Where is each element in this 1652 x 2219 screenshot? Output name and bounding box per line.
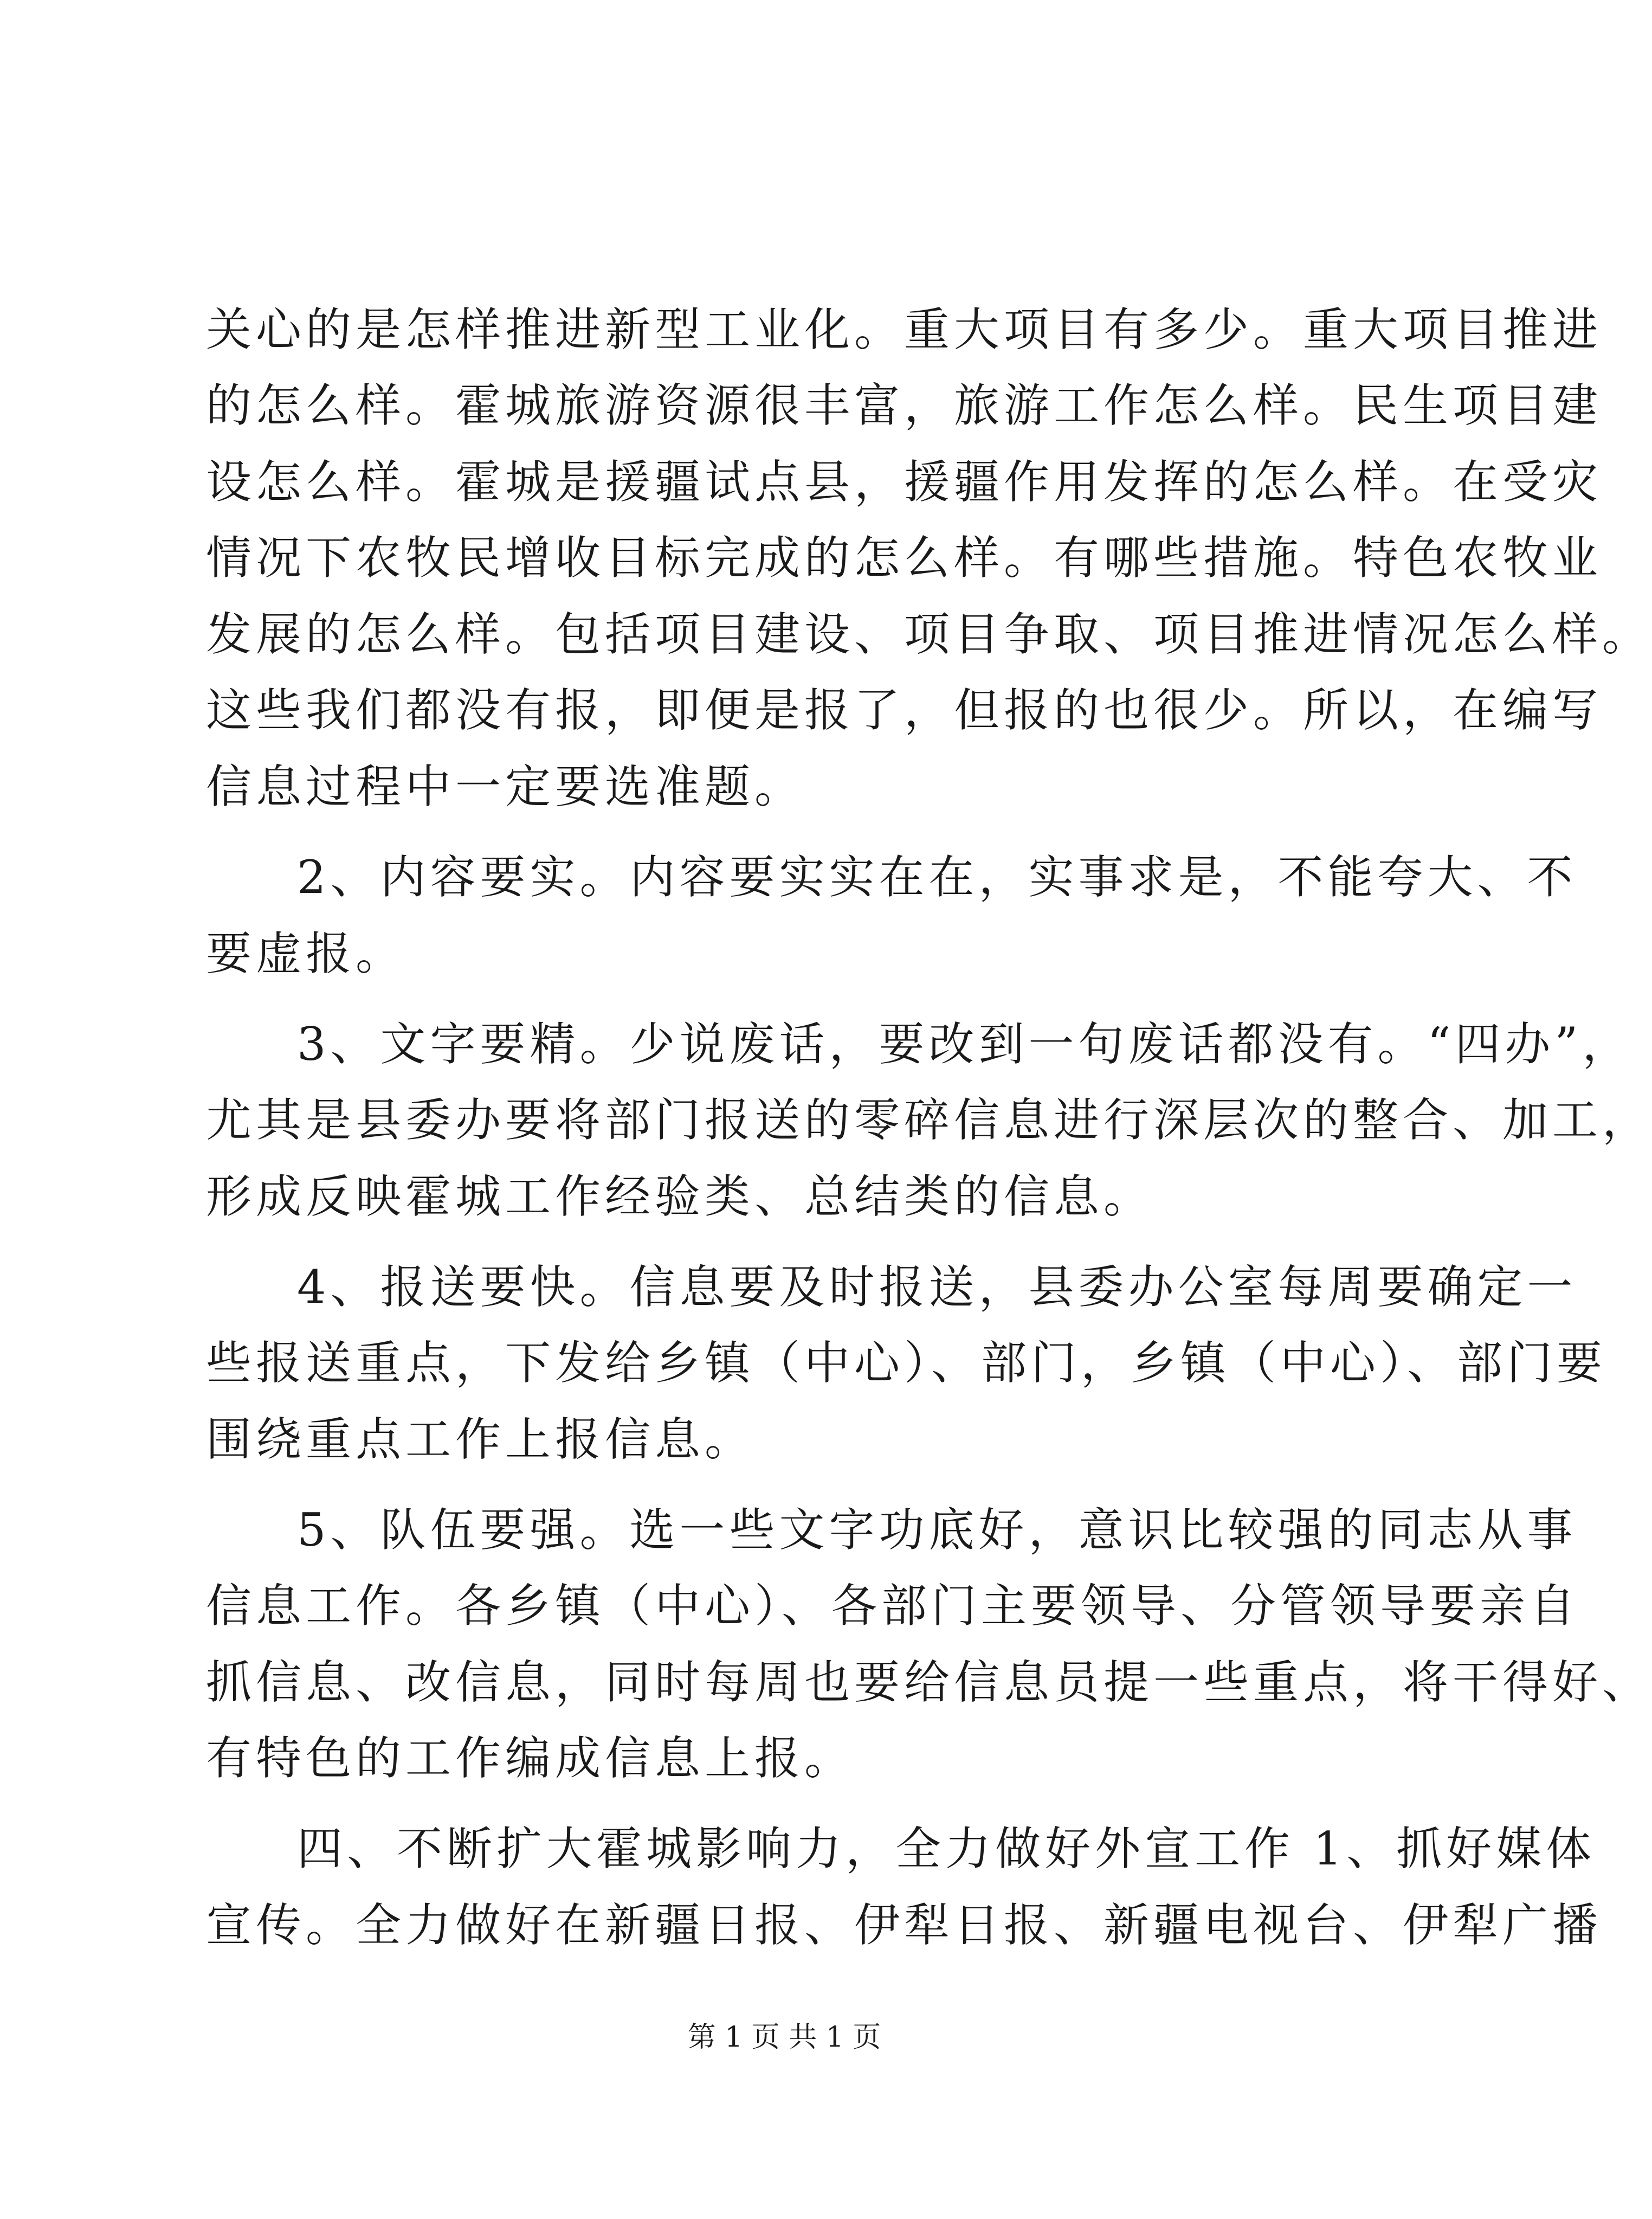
paragraph-5-line-4: 有特色的工作编成信息上报。 [206,1732,855,1785]
text-line-2: 的怎么样。霍城旅游资源很丰富，旅游工作怎么样。民生项目建 [206,379,1603,432]
paragraph-4-line-2: 些报送重点，下发给乡镇（中心）、部门，乡镇（中心）、部门要 [206,1336,1607,1390]
section-4-line-1: 四、不断扩大霍城影响力，全力做好外宣工作 1、抓好媒体 [297,1822,1596,1875]
text-line-5: 发展的怎么样。包括项目建设、项目争取、项目推进情况怎么样。 [206,608,1652,661]
paragraph-3-line-2: 尤其是县委办要将部门报送的零碎信息进行深层次的整合、加工， [206,1094,1652,1147]
section-4-line-2: 宣传。全力做好在新疆日报、伊犁日报、新疆电视台、伊犁广播 [206,1899,1603,1952]
text-line-4: 情况下农牧民增收目标完成的怎么样。有哪些措施。特色农牧业 [206,531,1603,584]
paragraph-3-line-1: 3、文字要精。少说废话，要改到一句废话都没有。“四办”， [297,1018,1632,1071]
text-line-7: 信息过程中一定要选准题。 [206,760,805,813]
paragraph-2-line-2: 要虚报。 [206,927,406,980]
text-line-3: 设怎么样。霍城是援疆试点县，援疆作用发挥的怎么样。在受灾 [206,455,1603,509]
paragraph-2-line-1: 2、内容要实。内容要实实在在，实事求是，不能夸大、不 [297,851,1577,904]
paragraph-4-line-1: 4、报送要快。信息要及时报送，县委办公室每周要确定一 [297,1260,1577,1314]
paragraph-5-line-1: 5、队伍要强。选一些文字功底好，意识比较强的同志从事 [297,1503,1577,1556]
paragraph-4-line-3: 围绕重点工作上报信息。 [206,1413,755,1466]
text-line-1: 关心的是怎样推进新型工业化。重大项目有多少。重大项目推进 [206,303,1603,356]
page-footer: 第 1 页 共 1 页 [687,2021,881,2054]
text-line-6: 这些我们都没有报，即便是报了，但报的也很少。所以，在编写 [206,684,1603,737]
paragraph-5-line-2: 信息工作。各乡镇（中心）、各部门主要领导、分管领导要亲自 [206,1579,1580,1632]
paragraph-3-line-3: 形成反映霍城工作经验类、总结类的信息。 [206,1170,1154,1223]
paragraph-5-line-3: 抓信息、改信息，同时每周也要给信息员提一些重点，将干得好、 [206,1656,1652,1709]
